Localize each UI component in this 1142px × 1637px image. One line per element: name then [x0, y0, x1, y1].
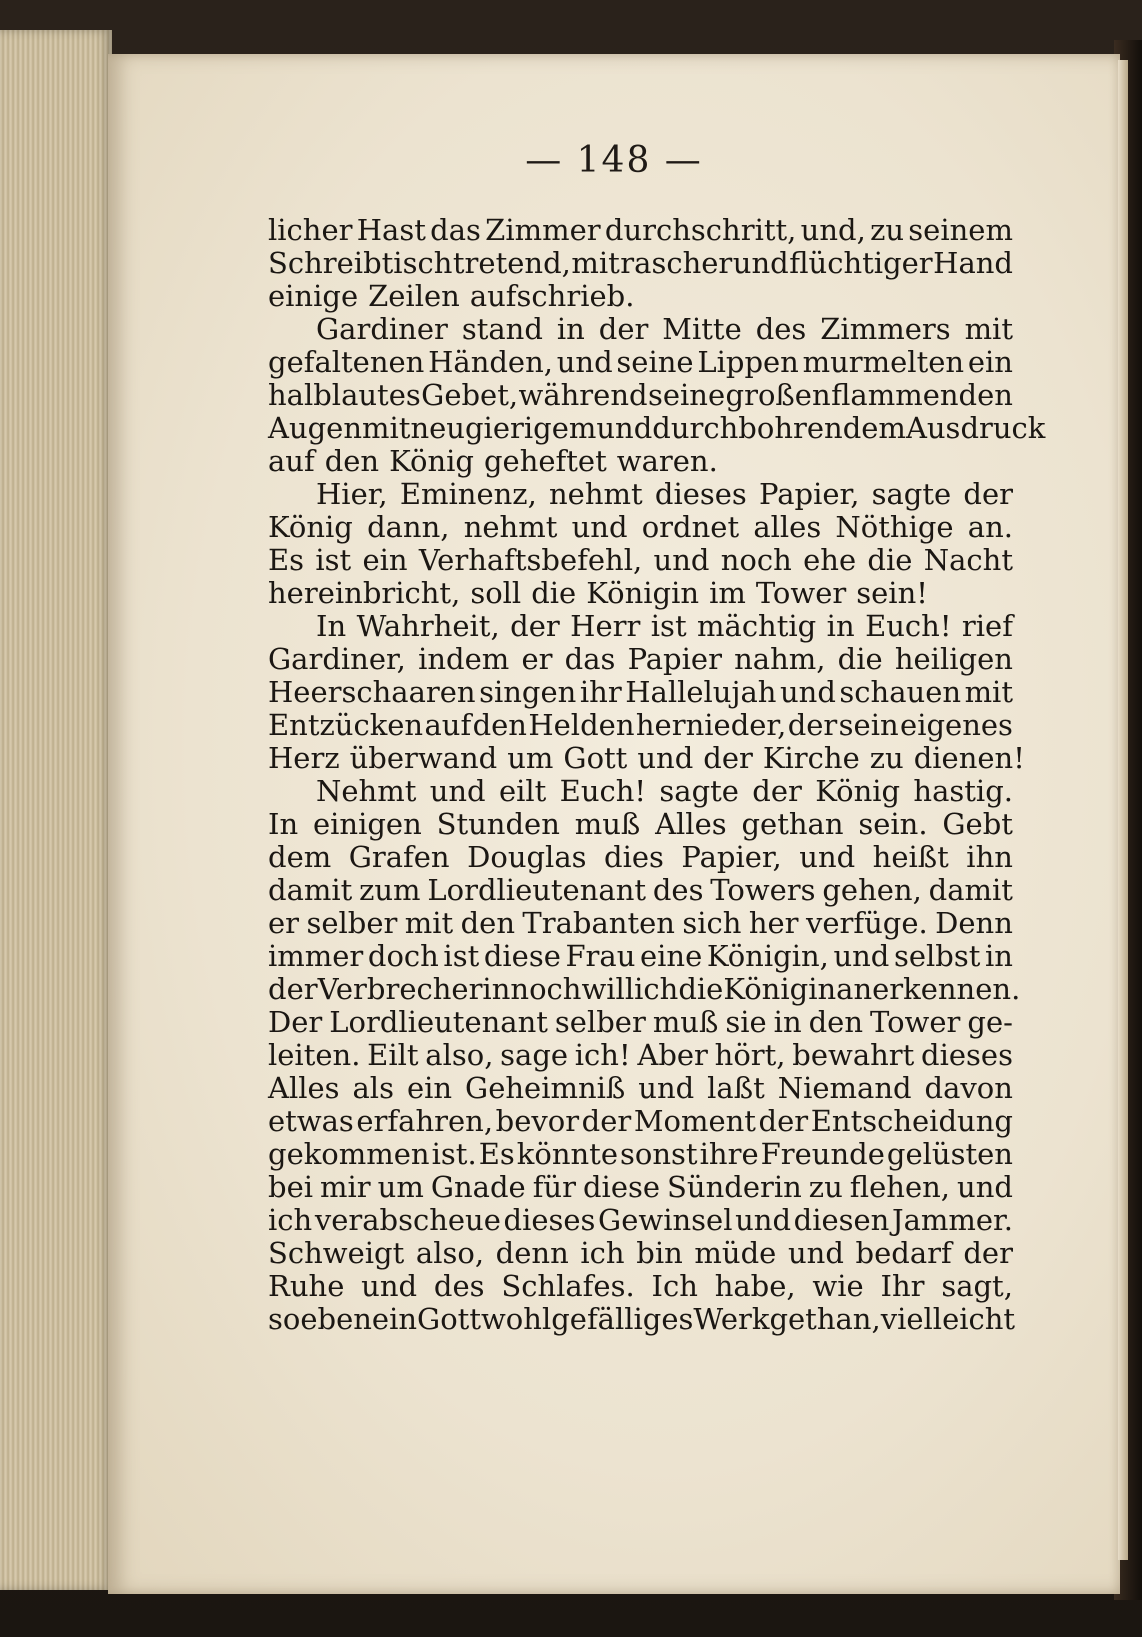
- page-right-edge: [1118, 60, 1128, 1560]
- text-line: auf den König geheftet waren.: [268, 444, 718, 478]
- text-line: bei mir um Gnade für diese Sünderin zu flehen, und: [268, 1170, 1013, 1204]
- text-line: Hier, Eminenz, nehmt dieses Papier, sagte der: [316, 477, 1013, 511]
- text-line: immer doch ist diese Frau eine Königin, und selbst in: [268, 939, 1013, 973]
- text-line: Gardiner stand in der Mitte des Zimmers mit: [316, 312, 1013, 346]
- page-edges: [0, 30, 112, 1590]
- text-line: Schreibtisch tretend, mit rascher und flüchtiger Hand: [268, 246, 1013, 280]
- text-line: ich verabscheue dieses Gewinsel und diesen Jammer.: [268, 1203, 1013, 1237]
- text-line: der Verbrecherin noch will ich die Königin anerkennen.: [268, 972, 1021, 1006]
- text-line: damit zum Lordlieutenant des Towers gehen, damit: [268, 873, 1013, 907]
- text-line: Entzücken auf den Helden hernieder, der sein eigenes: [268, 708, 1013, 742]
- text-line: so eben ein Gott wohlgefälliges Werk gethan, vielleicht: [268, 1302, 1016, 1336]
- page-body-text: [268, 213, 1046, 1336]
- text-line: In einigen Stunden muß Alles gethan sein. Gebt: [268, 807, 1013, 841]
- book-page: [108, 54, 1120, 1594]
- text-line: gekommen ist. Es könnte sonst ihre Freunde gelüsten: [268, 1137, 1013, 1171]
- text-line: Schweigt also, denn ich bin müde und bedarf der: [268, 1236, 1013, 1270]
- text-line: In Wahrheit, der Herr ist mächtig in Euch! rief: [316, 609, 1013, 643]
- text-line: hereinbricht, soll die Königin im Tower sein!: [268, 576, 928, 610]
- text-line: dem Grafen Douglas dies Papier, und heißt ihn: [268, 840, 1013, 874]
- text-line: halblautes Gebet, während seine großen flammenden: [268, 378, 1013, 412]
- text-line: Es ist ein Verhaftsbefehl, und noch ehe die Nacht: [268, 543, 1013, 577]
- text-line: Gardiner, indem er das Papier nahm, die heiligen: [268, 642, 1013, 676]
- text-line: einige Zeilen aufschrieb.: [268, 279, 635, 313]
- text-line: gefaltenen Händen, und seine Lippen murmelten ein: [268, 345, 1013, 379]
- text-line: Der Lordlieutenant selber muß sie in den Tower ge-: [268, 1005, 1013, 1039]
- text-line: etwas erfahren, bevor der Moment der Entscheidung: [268, 1104, 1013, 1138]
- text-line: Herz überwand um Gott und der Kirche zu dienen!: [268, 741, 1025, 775]
- text-line: Augen mit neugierigem und durchbohrendem Ausdruck: [268, 411, 1046, 445]
- page-number: — 148 —: [525, 140, 703, 181]
- text-line: König dann, nehmt und ordnet alles Nöthige an.: [268, 510, 1013, 544]
- text-line: Alles als ein Geheimniß und laßt Niemand davon: [268, 1071, 1013, 1105]
- text-line: er selber mit den Trabanten sich her verfüge. Denn: [268, 906, 1013, 940]
- text-line: leiten. Eilt also, sage ich! Aber hört, bewahrt dieses: [268, 1038, 1013, 1072]
- text-line: Nehmt und eilt Euch! sagte der König hastig.: [316, 774, 1013, 808]
- text-line: Heerschaaren singen ihr Hallelujah und schauen mit: [268, 675, 1013, 709]
- text-line: licher Hast das Zimmer durchschritt, und, zu seinem: [268, 213, 1013, 247]
- text-line: Ruhe und des Schlafes. Ich habe, wie Ihr sagt,: [268, 1269, 1013, 1303]
